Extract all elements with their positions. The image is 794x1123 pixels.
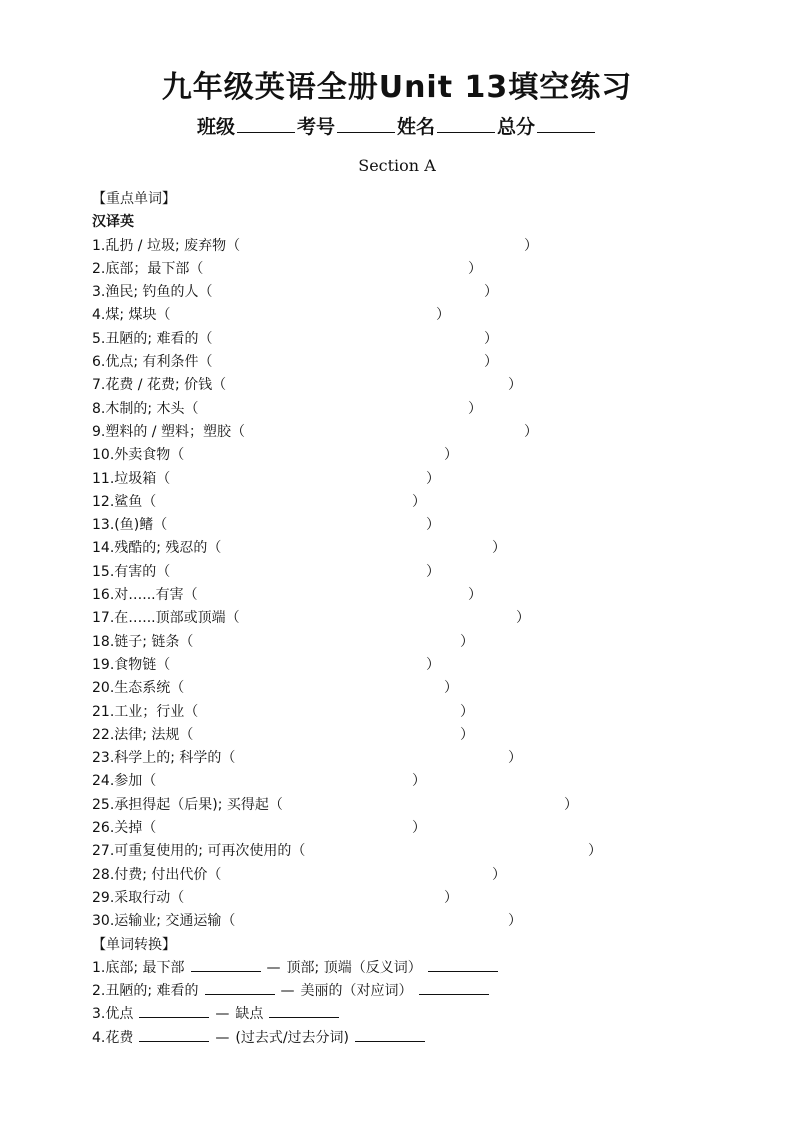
vocab-item: [92, 864, 752, 887]
vocab-item: [92, 677, 752, 700]
vocab-item: [92, 514, 752, 537]
vocab-item: [92, 281, 752, 304]
vocab-answer-close-paren: ）: [588, 843, 602, 860]
transform-list: [92, 957, 752, 1050]
vocab-answer-close-paren: ）: [412, 773, 426, 790]
vocab-item-text: 22.法律; 法规（: [92, 726, 194, 743]
vocab-item-text: 21.工业；行业（: [92, 703, 199, 720]
score-label: 总分: [497, 116, 536, 138]
transform-prompt: 3.优点: [92, 1006, 134, 1023]
section-heading: Section A: [358, 156, 436, 175]
vocab-item: [92, 561, 752, 584]
vocab-item: [92, 374, 752, 397]
vocab-answer-close-paren: ）: [484, 354, 498, 371]
transform-item: [92, 957, 752, 980]
vocab-answer-close-paren: ）: [444, 889, 458, 906]
vocab-answer-close-paren: ）: [412, 820, 426, 837]
vocab-item: [92, 701, 752, 724]
transform-prompt: 2.丑陋的; 难看的: [92, 983, 199, 1000]
vocab-item: [92, 421, 752, 444]
answer-blank[interactable]: [269, 1003, 339, 1018]
vocab-answer-close-paren: ）: [468, 587, 482, 604]
vocab-item: [92, 747, 752, 770]
vocab-item-text: 23.科学上的; 科学的（: [92, 750, 236, 767]
vocab-answer-close-paren: ）: [426, 656, 440, 673]
vocab-item-text: 19.食物链（: [92, 656, 171, 673]
vocab-answer-close-paren: ）: [468, 400, 482, 417]
vocab-item-text: 3.渔民; 钓鱼的人（: [92, 284, 213, 301]
vocab-item: [92, 304, 752, 327]
vocab-item: [92, 258, 752, 281]
vocab-answer-close-paren: ）: [468, 260, 482, 277]
vocab-item: [92, 444, 752, 467]
vocab-item-text: 17.在…...顶部或顶端（: [92, 610, 240, 627]
vocab-item-text: 13.(鱼)鳍（: [92, 517, 168, 534]
vocab-item-text: 6.优点; 有利条件（: [92, 354, 213, 371]
vocab-list: [92, 235, 752, 934]
vocab-item-text: 20.生态系统（: [92, 680, 185, 697]
vocab-answer-close-paren: ）: [444, 447, 458, 464]
vocab-item: [92, 631, 752, 654]
student-info-line: [0, 112, 794, 139]
vocab-item: [92, 328, 752, 351]
vocab-answer-close-paren: ）: [524, 237, 538, 254]
vocab-item-text: 25.承担得起（后果); 买得起（: [92, 796, 283, 813]
vocab-item: [92, 887, 752, 910]
vocab-item-text: 1.乱扔 / 垃圾; 废弃物（: [92, 237, 241, 254]
class-blank[interactable]: [237, 114, 295, 133]
vocab-answer-close-paren: ）: [508, 377, 522, 394]
vocab-item-text: 29.采取行动（: [92, 889, 185, 906]
vocab-answer-close-paren: ）: [564, 796, 578, 813]
vocab-item-text: 14.残酷的; 残忍的（: [92, 540, 222, 557]
vocab-item: [92, 607, 752, 630]
answer-blank[interactable]: [428, 957, 498, 972]
vocab-item-text: 12.鲨鱼（: [92, 493, 157, 510]
page-title: 九年级英语全册Unit 13填空练习: [161, 70, 633, 105]
answer-blank[interactable]: [205, 980, 275, 995]
vocab-answer-close-paren: ）: [492, 540, 506, 557]
vocab-item: [92, 537, 752, 560]
vocab-item: [92, 770, 752, 793]
name-label: 姓名: [397, 116, 436, 138]
score-blank[interactable]: [537, 114, 595, 133]
number-label: 考号: [296, 116, 335, 138]
vocab-item-text: 27.可重复使用的; 可再次使用的（: [92, 843, 306, 860]
vocab-answer-close-paren: ）: [444, 680, 458, 697]
transform-target: (过去式/过去分词): [235, 1029, 349, 1046]
dash-separator: —: [215, 1029, 230, 1046]
vocab-item-text: 11.垃圾箱（: [92, 470, 171, 487]
number-blank[interactable]: [337, 114, 395, 133]
answer-blank[interactable]: [355, 1027, 425, 1042]
vocab-item-text: 4.煤; 煤块（: [92, 307, 171, 324]
vocab-header: 【重点单词】: [92, 191, 176, 207]
vocab-item: [92, 491, 752, 514]
vocab-item: [92, 468, 752, 491]
transform-item: [92, 1027, 752, 1050]
vocab-item: [92, 584, 752, 607]
answer-blank[interactable]: [191, 957, 261, 972]
vocab-answer-close-paren: ）: [492, 866, 506, 883]
dash-separator: —: [266, 959, 281, 976]
vocab-item: [92, 910, 752, 933]
vocab-item: [92, 654, 752, 677]
vocab-answer-close-paren: ）: [460, 703, 474, 720]
vocab-item: [92, 398, 752, 421]
vocab-answer-close-paren: ）: [426, 517, 440, 534]
transform-target: 美丽的（对应词）: [300, 983, 413, 1000]
vocab-answer-close-paren: ）: [460, 726, 474, 743]
name-blank[interactable]: [437, 114, 495, 133]
answer-blank[interactable]: [139, 1003, 209, 1018]
vocab-item-text: 26.关掉（: [92, 820, 157, 837]
vocab-item: [92, 840, 752, 863]
vocab-answer-close-paren: ）: [508, 913, 522, 930]
transform-header: 【单词转换】: [92, 936, 176, 953]
vocab-answer-close-paren: ）: [524, 423, 538, 440]
vocab-item: [92, 724, 752, 747]
exercise-content: [92, 188, 752, 1050]
transform-item: [92, 980, 752, 1003]
transform-target: 顶部; 顶端（反义词）: [286, 959, 422, 976]
zh-en-label: 汉译英: [92, 214, 134, 231]
transform-prompt: 1.底部; 最下部: [92, 959, 185, 976]
vocab-item-text: 10.外卖食物（: [92, 447, 185, 464]
vocab-item-text: 7.花费 / 花费; 价钱（: [92, 377, 227, 394]
vocab-item: [92, 817, 752, 840]
vocab-item-text: 24.参加（: [92, 773, 157, 790]
vocab-item: [92, 794, 752, 817]
vocab-answer-close-paren: ）: [484, 330, 498, 347]
class-label: 班级: [196, 116, 235, 138]
vocab-item-text: 30.运输业; 交通运输（: [92, 913, 236, 930]
vocab-item-text: 16.对…...有害（: [92, 587, 198, 604]
dash-separator: —: [280, 983, 295, 1000]
vocab-item-text: 8.木制的; 木头（: [92, 400, 199, 417]
vocab-answer-close-paren: ）: [460, 633, 474, 650]
vocab-item-text: 5.丑陋的; 难看的（: [92, 330, 213, 347]
vocab-item-text: 18.链子; 链条（: [92, 633, 194, 650]
vocab-answer-close-paren: ）: [484, 284, 498, 301]
vocab-answer-close-paren: ）: [426, 470, 440, 487]
vocab-answer-close-paren: ）: [508, 750, 522, 767]
dash-separator: —: [215, 1006, 230, 1023]
vocab-item: [92, 235, 752, 258]
vocab-item-text: 15.有害的（: [92, 563, 171, 580]
vocab-answer-close-paren: ）: [436, 307, 450, 324]
vocab-item-text: 9.塑料的 / 塑料；塑胶（: [92, 423, 245, 440]
vocab-answer-close-paren: ）: [412, 493, 426, 510]
answer-blank[interactable]: [419, 980, 489, 995]
transform-item: [92, 1003, 752, 1026]
vocab-item: [92, 351, 752, 374]
vocab-item-text: 2.底部；最下部（: [92, 260, 204, 277]
answer-blank[interactable]: [139, 1027, 209, 1042]
transform-target: 缺点: [235, 1006, 264, 1023]
vocab-answer-close-paren: ）: [516, 610, 530, 627]
vocab-item-text: 28.付费; 付出代价（: [92, 866, 222, 883]
vocab-answer-close-paren: ）: [426, 563, 440, 580]
transform-prompt: 4.花费: [92, 1029, 134, 1046]
